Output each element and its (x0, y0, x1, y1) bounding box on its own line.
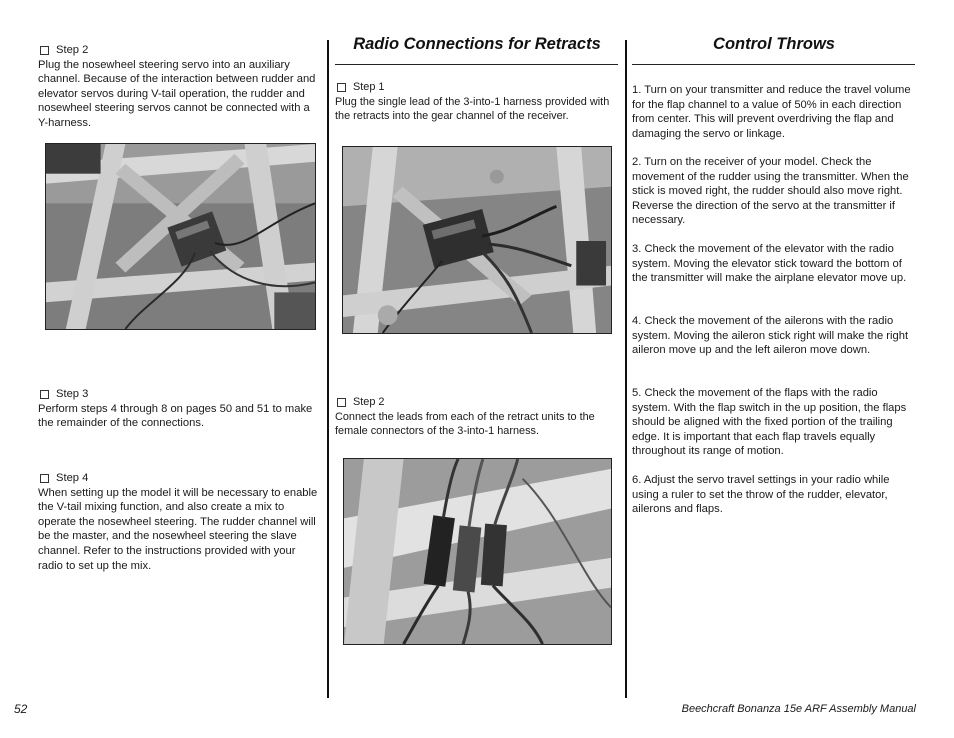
step-text: Perform steps 4 through 8 on pages 50 and 51 to make the remainder of the connections. (38, 402, 313, 430)
step-text: Plug the nosewheel steering servo into an auxiliary channel. Because of the interaction between rudder and elevator servos during V-tail operation, the rudder and nosewheel steering servos cannot be connected with a Y-harness. (38, 58, 316, 129)
step-label: Step 1 (353, 81, 385, 93)
step-label: Step 4 (56, 472, 89, 484)
photo-nosewheel-servo (45, 143, 316, 330)
photo-retract-harness (343, 458, 612, 645)
col2-step2 (335, 395, 617, 439)
heading-radio-connections: Radio Connections for Retracts (353, 35, 601, 53)
step-text: When setting up the model it will be necessary to enable the V-tail mixing function, and also create a mix to operate the nosewheel steering. The rudder channel will be the master, and the nosewheel steering the slave channel. Refer to the instructions provided with your radio to set up the mix. (38, 486, 318, 572)
control-throws-step-3: 3. Check the movement of the elevator with the radio system. Moving the elevator stick toward the bottom of the transmitter will make the airplane elevator move up. (632, 243, 907, 285)
control-throws-step-4: 4. Check the movement of the ailerons with the radio system. Moving the aileron stick right will make the right aileron move up and the left aileron move down. (632, 315, 909, 357)
manual-title: Beechcraft Bonanza 15e ARF Assembly Manual (681, 703, 916, 715)
page-number: 52 (14, 702, 28, 716)
checkbox-icon[interactable] (40, 390, 49, 399)
heading-underline (335, 64, 618, 65)
control-throws-step-1: 1. Turn on your transmitter and reduce the travel volume for the flap channel to a value of 50% in each direction from center. This will prevent overdriving the flap and damaging the servo or linkage. (632, 84, 911, 140)
control-throws-step-6: 6. Adjust the servo travel settings in your radio while using a ruler to set the throw of the rudder, elevator, ailerons and flaps. (632, 474, 890, 516)
step-label: Step 2 (56, 44, 89, 56)
step-text: Plug the single lead of the 3-into-1 harness provided with the retracts into the gear channel of the receiver. (335, 95, 610, 123)
col1-step3 (38, 387, 320, 431)
checkbox-icon[interactable] (40, 474, 49, 483)
col2-step1 (335, 80, 617, 124)
step-label: Step 2 (353, 396, 385, 408)
photo-receiver-gear-channel (342, 146, 612, 334)
heading-control-throws: Control Throws (713, 35, 835, 53)
control-throws-step-2: 2. Turn on the receiver of your model. Check the movement of the rudder using the transmitter. When the stick is moved right, the rudder should also move right. Reverse the direction of the servo at the transmitter if necessary. (632, 156, 909, 227)
heading-underline (632, 64, 915, 65)
column-divider-left (327, 40, 329, 698)
checkbox-icon[interactable] (40, 46, 49, 55)
step-label: Step 3 (56, 388, 89, 400)
checkbox-icon[interactable] (337, 83, 346, 92)
checkbox-icon[interactable] (337, 398, 346, 407)
step-text: Connect the leads from each of the retract units to the female connectors of the 3-into-1 harness. (335, 410, 595, 438)
col1-step2 (38, 43, 320, 131)
column-divider-right (625, 40, 627, 698)
col1-step4 (38, 471, 320, 573)
control-throws-step-5: 5. Check the movement of the flaps with the radio system. With the flap switch in the up position, the flaps should be aligned with the fixed portion of the trailing edge. It is important that each flap travels equally throughout its range of motion. (632, 387, 907, 458)
